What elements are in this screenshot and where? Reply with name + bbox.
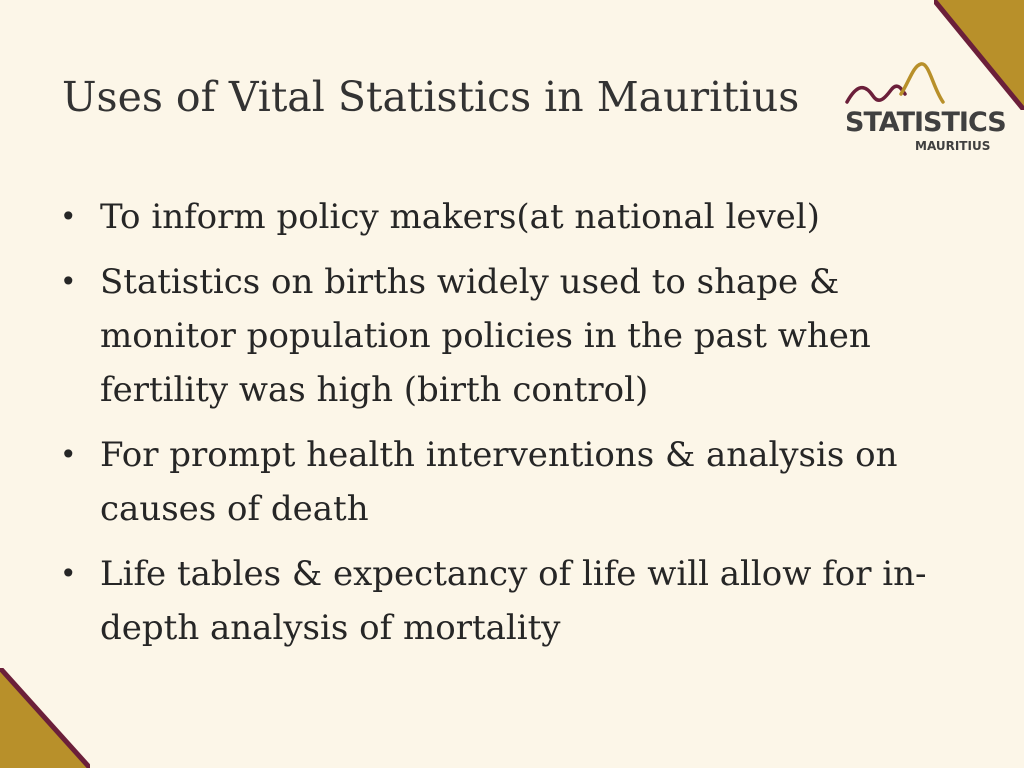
- bullet-marker: •: [60, 265, 77, 298]
- bullet-item: [60, 428, 970, 536]
- bullet-list: [60, 190, 970, 666]
- bullet-text: To inform policy makers(at national level): [100, 197, 820, 237]
- bullet-marker: •: [60, 438, 77, 471]
- bullet-text: Statistics on births widely used to shape & monitor population policies in the past when fertility was high (birth control): [100, 262, 871, 410]
- slide-title: Uses of Vital Statistics in Mauritius: [62, 73, 800, 121]
- bullet-item: [60, 547, 970, 655]
- bullet-item: [60, 255, 970, 417]
- logo-wave-icon: [843, 58, 1003, 108]
- bullet-text: Life tables & expectancy of life will allow for in-depth analysis of mortality: [100, 554, 927, 648]
- bullet-marker: •: [60, 200, 77, 233]
- bullet-item: [60, 190, 970, 244]
- logo-name-text: STATISTICS: [845, 107, 1006, 138]
- logo-country-text: MAURITIUS: [915, 139, 991, 153]
- statistics-mauritius-logo: [843, 58, 1006, 156]
- bullet-marker: •: [60, 557, 77, 590]
- corner-decoration-bottom-left: [0, 668, 90, 768]
- bullet-text: For prompt health interventions & analysis on causes of death: [100, 435, 898, 529]
